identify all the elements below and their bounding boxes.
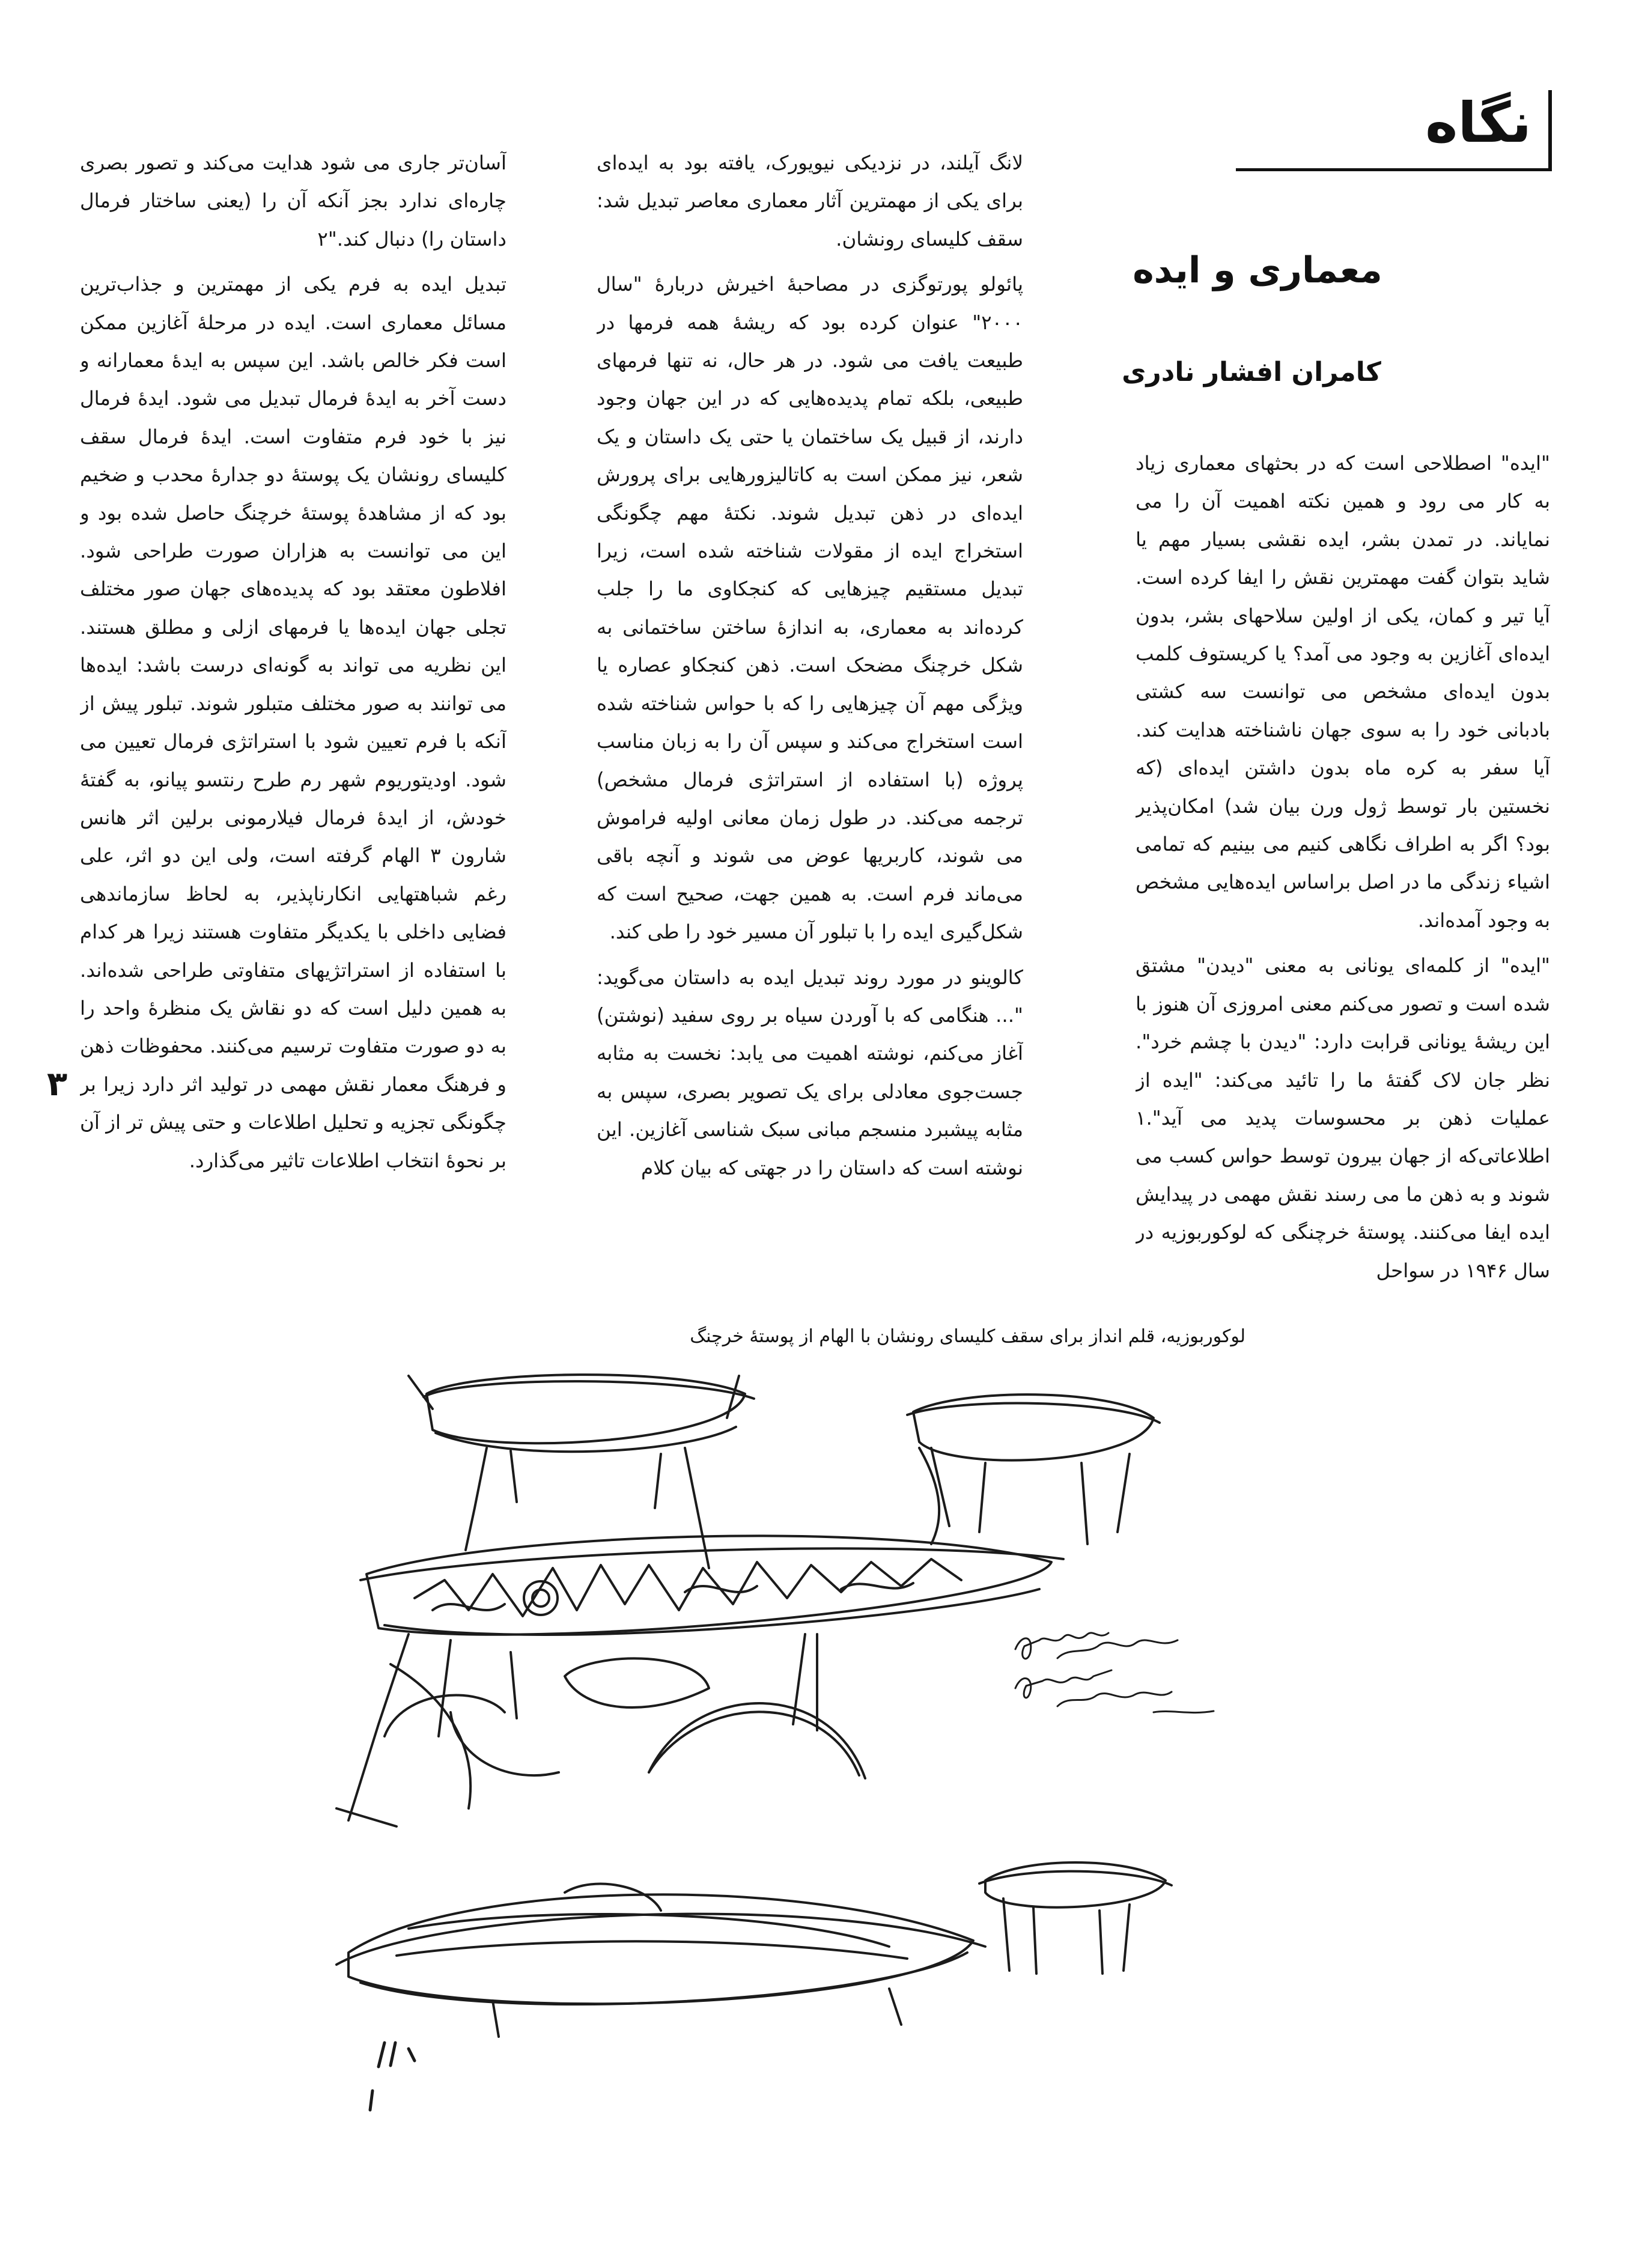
paragraph: آسان‌تر جاری می شود هدایت می‌کند و تصور بصری چاره‌ای ندارد بجز آنکه آن را (یعنی ساختار فرمال داستان را) دنبال کند."۲	[80, 151, 506, 251]
figure-caption: لوکوربوزیه، قلم انداز برای سقف کلیسای رونشان با الهام از پوستهٔ خرچنگ	[690, 1326, 1245, 1347]
shell-sketch-bottom	[336, 1884, 985, 2037]
bowl-sketch-bottom-right	[979, 1862, 1172, 1974]
structure-sketch	[336, 1634, 865, 1826]
section-label: نگاه	[1425, 91, 1531, 155]
sketch-illustration	[312, 1352, 1286, 2127]
article-author: کامران افشار نادری	[1122, 357, 1381, 388]
paragraph: تبدیل ایده به فرم یکی از مهمترین و جذاب‌ترین مسائل معماری است. ایده در مرحلهٔ آغازین ممکن است فکر خالص باشد. این سپس به ایدهٔ معمارانه و دست آخر به ایدهٔ فرمال تبدیل می شود. ایدهٔ فرمال نیز با خود فرم متفاوت است. ایدهٔ فرمال سقف کلیسای رونشان یک پوستهٔ دو جدارهٔ محدب و ضخیم بود که از مشاهدهٔ پوستهٔ خرچنگ حاصل شده بود و این می توانست به هزاران صورت طراحی شود. افلاطون معتقد بود که پدیده‌های جهان صور مختلف تجلی جهان ایده‌ها یا فرمهای ازلی و مطلق هستند. این نظریه می تواند به گونه‌ای درست باشد: ایده‌ها می توانند به صور مختلف متبلور شوند. تبلور پیش از آنکه با فرم تعیین شود با استراتژی فرمال تعیین می شود. اودیتوریوم شهر رم طرح رنتسو پیانو، به گفتهٔ خودش، از ایدهٔ فرمال فیلارمونی برلین اثر هانس شارون ۳ الهام گرفته است، ولی این دو اثر، علی رغم شباهتهایی انکارناپذیر، به لحاظ سازماندهی فضایی داخلی با یکدیگر متفاوت هستند زیرا هر کدام با استفاده از استراتژیهای متفاوتی طراحی شده‌اند. به همین دلیل است که دو نقاش یک منظرهٔ واحد را به دو صورت متفاوت ترسیم می‌کنند. محفوظات ذهن و فرهنگ معمار نقش مهمی در تولید اثر دارد زیرا بر چگونگی تجزیه و تحلیل اطلاعات و حتی پیش تر از آن بر نحوهٔ انتخاب اطلاعات تاثیر می‌گذارد.	[80, 273, 506, 1172]
sketch-marks	[370, 2043, 415, 2110]
paragraph: لانگ آیلند، در نزدیکی نیویورک، یافته بود به ایده‌ای برای یکی از مهمترین آثار معماری معاصر تبدیل شد: سقف کلیسای رونشان.	[597, 151, 1023, 251]
section-header	[1236, 90, 1552, 171]
paragraph: کالوینو در مورد روند تبدیل ایده به داستان می‌گوید: "... هنگامی که با آوردن سیاه بر روی سفید (نوشتن) آغاز می‌کنم، نوشته اهمیت می یابد: نخست به مثابه جست‌جوی معادلی برای یک تصویر بصری، سپس به مثابه پیشبرد منسجم مبانی سبک شناسی آغازین. این نوشته است که داستان را در جهتی که بیان کلام	[597, 965, 1023, 1179]
bowl-sketch-top-right	[907, 1394, 1160, 1544]
paragraph: "ایده" از کلمه‌ای یونانی به معنی "دیدن" مشتق شده است و تصور می‌کنم معنی امروزی آن هنوز با این ریشهٔ یونانی قرابت دارد: "دیدن با چشم خرد". نظر جان لاک گفتهٔ ما را تائید می‌کند: "ایده از عملیات ذهن بر محسوسات پدید می آید".۱ اطلاعاتی‌که از جهان بیرون توسط حواس کسب می شوند و به ذهن ما می رسند نقش مهمی در پیدایش ایده ایفا می‌کنند. پوستهٔ خرچنگی که لوکوربوزیه در سال ۱۹۴۶ در سواحل	[1136, 954, 1550, 1282]
paragraph: پائولو پورتوگزی در مصاحبهٔ اخیرش دربارهٔ "سال ۲۰۰۰" عنوان کرده بود که ریشهٔ همه فرمها در طبیعت یافت می شود. در هر حال، نه تنها فرمهای طبیعی، بلکه تمام پدیده‌هایی که در این جهان وجود دارند، از قبیل یک ساختمان یا حتی یک داستان و یک شعر، نیز ممکن است به کاتالیزورهایی برای پرورش ایده‌ای در ذهن تبدیل شوند. نکتهٔ مهم چگونگی استخراج ایده از مقولات شناخته شده است، زیرا تبدیل مستقیم چیزهایی که کنجکاوی ما را جلب کرده‌اند به معماری، به اندازهٔ ساختن ساختمانی به شکل خرچنگ مضحک است. ذهن کنجکاو عصاره یا ویژگی مهم آن چیزهایی را که با حواس شناخته شده است استخراج می‌کند و سپس آن را به زبان مناسب پروژه (با استفاده از استراتژی فرمال مشخص) ترجمه می‌کند. در طول زمان معانی اولیه فراموش می شوند، کاربریها عوض می شوند و آنچه باقی می‌ماند فرم است. به همین جهت، صحیح است که شکل‌گیری ایده را با تبلور آن مسیر خود را طی کند.	[597, 273, 1023, 944]
paragraph: "ایده" اصطلاحی است که در بحثهای معماری زیاد به کار می رود و همین نکته اهمیت آن را می نمایاند. در تمدن بشر، ایده نقشی بسیار مهم یا شاید بتوان گفت مهمترین نقش را ایفا کرده است. آیا تیر و کمان، یکی از اولین سلاحهای بشر، بدون ایده‌ای آغازین به وجود می آمد؟ یا کریستوف کلمب بدون ایده‌ای مشخص می توانست سه کشتی بادبانی خود را به سوی جهان ناشناخته هدایت کند. آیا سفر به کره ماه بدون داشتن ایده‌ای (که نخستین بار توسط ژول ورن بیان شد) امکان‌پذیر بود؟ اگر به اطراف نگاهی کنیم می بینیم که تمامی اشیاء زندگی ما در اصل براساس ایده‌هایی مشخص به وجود آمده‌اند.	[1136, 452, 1550, 932]
text-column-3	[80, 144, 506, 1292]
bowl-sketch-top-left	[409, 1375, 754, 1568]
handwritten-notes	[1015, 1633, 1214, 1713]
text-column-2	[597, 144, 1023, 1292]
text-column-1	[1136, 445, 1550, 1298]
page-number: ۳	[47, 1065, 68, 1104]
article-title: معماری و ایده	[1133, 249, 1382, 291]
